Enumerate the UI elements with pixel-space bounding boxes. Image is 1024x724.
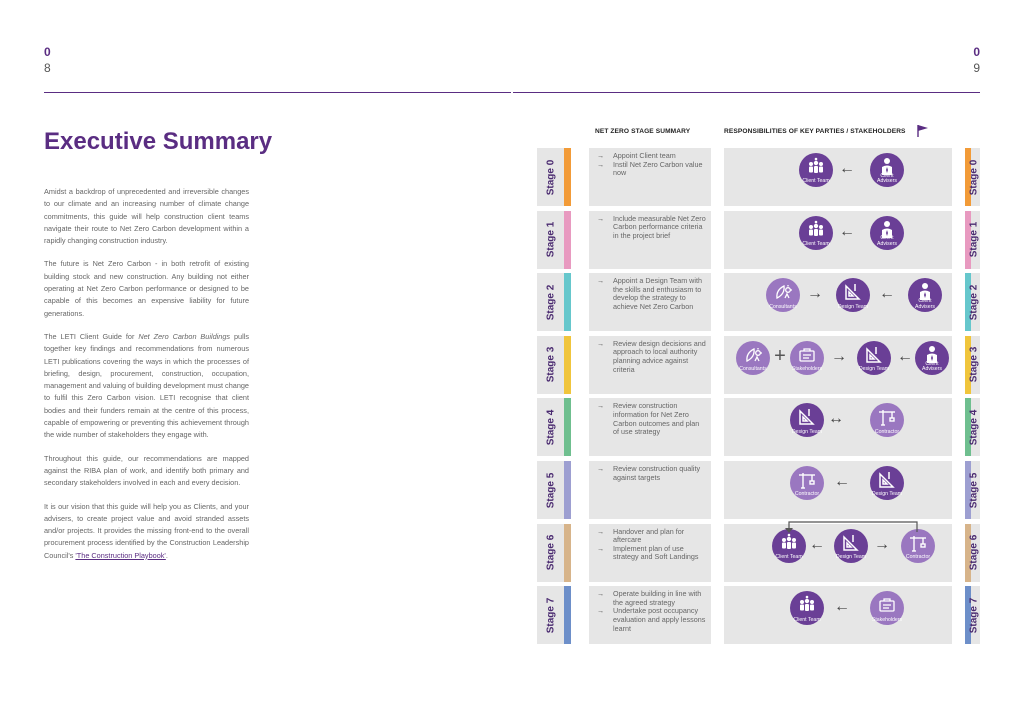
stage-color-tab bbox=[564, 211, 571, 269]
paragraph-5 bbox=[44, 501, 249, 562]
stage-label-text: Stage 7 bbox=[968, 597, 980, 633]
stage-label-left bbox=[537, 398, 564, 456]
summary-column-header: NET ZERO STAGE SUMMARY bbox=[595, 128, 691, 135]
stage-label-text: Stage 0 bbox=[545, 159, 557, 195]
stage-label-text: Stage 3 bbox=[545, 347, 557, 383]
stage-label-text: Stage 5 bbox=[545, 472, 557, 508]
paragraph-3 bbox=[44, 331, 249, 442]
party-name: Consultants bbox=[769, 303, 797, 310]
arrow-right-icon: → bbox=[831, 347, 847, 365]
stage-label-right bbox=[967, 398, 980, 456]
header-rule-right bbox=[513, 92, 980, 93]
stage-summary-panel bbox=[589, 211, 711, 269]
paragraph-3-lead: The LETI Client Guide for bbox=[44, 331, 139, 341]
stage-summary-panel bbox=[589, 586, 711, 644]
stage-label-text: Stage 3 bbox=[968, 347, 980, 383]
paragraph-3-rest: pulls together key findings and recommendations from numerous LETI publications covering the ways in which the processes of briefing, design, procurement, construction, occupation, management and valuing of building development must change to fulfil this Zero Carbon vision. LETI recognise that client bodies and their funders remain at the centre of this process, capable of empowering or preventing this achievement through the wide number of stakeholders they engage with. bbox=[44, 331, 249, 440]
party-badge bbox=[870, 153, 904, 187]
stage-summary-panel bbox=[589, 461, 711, 519]
arrow-left-icon: ← bbox=[897, 347, 913, 365]
stage-summary-list bbox=[589, 211, 711, 241]
stage-row bbox=[537, 211, 980, 269]
paragraph-1: Amidst a backdrop of unprecedented and irreversible changes to our climate and an increasing number of climate change commitments, this guide will help construction client teams navigate their route to Net Zero Carbon development within a rapidly changing construction industry. bbox=[44, 187, 249, 246]
stage-summary-list bbox=[589, 336, 711, 374]
stage-row bbox=[537, 461, 980, 519]
party-name: Design Team bbox=[837, 303, 869, 310]
stage-row bbox=[537, 336, 980, 394]
party-badge bbox=[766, 278, 800, 312]
stage-label-right bbox=[967, 336, 980, 394]
stage-summary-item: → Undertake post occupancy evaluation and apply lessons learnt bbox=[597, 607, 707, 633]
stage-summary-item: → Operate building in line with the agreed strategy bbox=[597, 590, 707, 607]
stage-label-right bbox=[967, 524, 980, 582]
party-name: Client Team bbox=[775, 554, 803, 560]
stage-label-text: Stage 4 bbox=[968, 409, 980, 446]
stage-summary-item: → Appoint Client team bbox=[597, 152, 707, 161]
arrow-left-icon: ← bbox=[839, 160, 855, 177]
responsibilities-column-header: RESPONSIBILITIES OF KEY PARTIES / STAKEHOLDERS bbox=[724, 128, 906, 135]
party-name: Contractor bbox=[905, 554, 931, 560]
party-badge bbox=[790, 341, 824, 375]
page-number-right-bottom: 9 bbox=[973, 61, 980, 75]
stage-summary-list bbox=[589, 461, 711, 482]
plus-icon: + bbox=[774, 344, 786, 367]
page-number-right-top: 0 bbox=[973, 45, 980, 59]
party-name: Stakeholders bbox=[791, 366, 823, 373]
party-badge bbox=[908, 278, 942, 312]
stage-color-tab bbox=[564, 461, 571, 519]
stage-label-left bbox=[537, 461, 564, 519]
party-name: Client Team bbox=[802, 178, 830, 185]
party-badge bbox=[772, 529, 806, 563]
party-badge bbox=[857, 341, 891, 375]
arrow-left-icon: ← bbox=[809, 535, 825, 553]
party-badge bbox=[870, 403, 904, 437]
stage-label-right bbox=[967, 461, 980, 519]
stage-summary-list bbox=[589, 586, 711, 633]
page-number-right bbox=[973, 44, 980, 76]
stage-row bbox=[537, 586, 980, 644]
stage-label-left bbox=[537, 586, 564, 644]
paragraph-5-lead: It is our vision that this guide will help you as Clients, and your advisers, to create project value and avoid stranded assets and/or projects. It provides the missing front-end to the overall procurement process identified by the Construction Leadership Council's bbox=[44, 501, 249, 560]
stage-label-right bbox=[967, 148, 980, 206]
feedback-bracket-icon bbox=[777, 520, 922, 534]
party-name: Contractor bbox=[794, 491, 820, 498]
stage-summary-list bbox=[589, 273, 711, 311]
party-badge bbox=[736, 341, 770, 375]
party-badge bbox=[790, 403, 824, 437]
stage-row bbox=[537, 524, 980, 582]
paragraph-2: The future is Net Zero Carbon - in both retrofit of existing building stock and new construction. Any building not either operating at Net Zero Carbon performance or designed to be capable of this becomes an expensive liability for future generations. bbox=[44, 259, 249, 318]
stage-summary-item: → Review design decisions and approach to local authority planning advice against criteria bbox=[597, 340, 707, 374]
party-name: Client Team bbox=[793, 616, 821, 623]
arrow-right-icon: → bbox=[807, 285, 823, 303]
party-badge bbox=[799, 216, 833, 250]
party-name: Client Advisers bbox=[915, 298, 935, 310]
stage-label-text: Stage 6 bbox=[968, 534, 980, 571]
party-name: Client Advisers bbox=[877, 235, 897, 247]
stage-label-text: Stage 1 bbox=[968, 221, 980, 258]
party-badge bbox=[790, 591, 824, 625]
paragraph-3-emphasis: Net Zero Carbon Buildings bbox=[138, 331, 231, 341]
stage-summary-item: → Handover and plan for aftercare bbox=[597, 528, 707, 545]
stage-summary-panel bbox=[589, 336, 711, 394]
party-badge bbox=[901, 529, 935, 563]
party-badge bbox=[870, 216, 904, 250]
stage-summary-panel bbox=[589, 148, 711, 206]
arrow-left-icon: ← bbox=[879, 285, 895, 303]
header-rule-left bbox=[44, 92, 511, 93]
body-text bbox=[44, 186, 249, 573]
stage-color-tab bbox=[564, 273, 571, 331]
page-number-left-bottom: 8 bbox=[44, 61, 51, 75]
stage-label-text: Stage 6 bbox=[545, 534, 557, 571]
stage-label-text: Stage 0 bbox=[968, 159, 980, 195]
party-name: Client Team bbox=[802, 241, 830, 247]
stage-label-left bbox=[537, 211, 564, 269]
party-name: Design Team bbox=[835, 554, 867, 560]
stage-summary-list bbox=[589, 148, 711, 178]
stage-summary-list bbox=[589, 398, 711, 436]
stage-summary-item: → Include measurable Net Zero Carbon performance criteria in the project brief bbox=[597, 215, 707, 241]
stage-summary-item: → Review construction information for Net Zero Carbon outcomes and plan of use strategy bbox=[597, 402, 707, 436]
stage-color-tab bbox=[564, 586, 571, 644]
paragraph-5-end: . bbox=[165, 550, 168, 560]
stage-label-text: Stage 5 bbox=[968, 472, 980, 508]
stage-label-left bbox=[537, 273, 564, 331]
stage-summary-panel bbox=[589, 398, 711, 456]
stage-summary-item: → Appoint a Design Team with the skills and enthusiasm to develop the strategy to achieve Net Zero Carbon bbox=[597, 277, 707, 311]
party-name: Contractor bbox=[874, 428, 900, 435]
flag-icon bbox=[916, 124, 930, 138]
page-number-left-top: 0 bbox=[44, 45, 51, 59]
party-name: Design Team bbox=[791, 428, 823, 435]
stage-label-left bbox=[537, 148, 564, 206]
arrow-right-icon: → bbox=[874, 535, 890, 553]
stage-summary-item: → Implement plan of use strategy and Soft Landings bbox=[597, 545, 707, 562]
stage-row bbox=[537, 148, 980, 206]
stage-label-text: Stage 2 bbox=[968, 284, 980, 320]
party-badge bbox=[870, 466, 904, 500]
arrow-left-icon: ← bbox=[834, 598, 850, 616]
stage-color-tab bbox=[564, 336, 571, 394]
party-badge bbox=[799, 153, 833, 187]
stage-summary-item: → Review construction quality against targets bbox=[597, 465, 707, 482]
party-badge bbox=[790, 466, 824, 500]
arrow-both-icon: ↔ bbox=[828, 410, 844, 428]
stage-label-text: Stage 7 bbox=[545, 597, 557, 633]
stage-row bbox=[537, 273, 980, 331]
party-name: Design Team bbox=[871, 491, 903, 498]
stage-label-left bbox=[537, 524, 564, 582]
stage-summary-panel bbox=[589, 524, 711, 582]
stage-color-tab bbox=[564, 398, 571, 456]
construction-playbook-link[interactable]: 'The Construction Playbook' bbox=[75, 550, 166, 560]
arrow-left-icon: ← bbox=[834, 473, 850, 490]
stage-summary-panel bbox=[589, 273, 711, 331]
party-name: Consultants bbox=[739, 366, 767, 373]
page-title: Executive Summary bbox=[44, 128, 273, 155]
stage-row bbox=[537, 398, 980, 456]
party-badge bbox=[836, 278, 870, 312]
stage-label-right bbox=[967, 211, 980, 269]
party-badge bbox=[870, 591, 904, 625]
party-name: Design Team bbox=[858, 366, 890, 373]
stage-summary-list bbox=[589, 524, 711, 562]
page-number-left bbox=[44, 44, 51, 76]
party-badge bbox=[915, 341, 949, 375]
stage-label-text: Stage 4 bbox=[545, 409, 557, 446]
stage-label-right bbox=[967, 273, 980, 331]
stage-color-tab bbox=[564, 524, 571, 582]
stage-color-tab bbox=[564, 148, 571, 206]
party-name: Stakeholders bbox=[871, 616, 903, 623]
stage-summary-item: → Instil Net Zero Carbon value now bbox=[597, 161, 707, 178]
stage-label-text: Stage 2 bbox=[545, 284, 557, 320]
stage-label-left bbox=[537, 336, 564, 394]
party-name: Client Advisers bbox=[877, 172, 897, 185]
party-badge bbox=[834, 529, 868, 563]
party-name: Client Advisers bbox=[922, 360, 942, 373]
arrow-left-icon: ← bbox=[839, 222, 855, 240]
paragraph-4: Throughout this guide, our recommendations are mapped against the RIBA plan of work, and identify both primary and secondary stakeholders involved in each and every decision. bbox=[44, 453, 249, 488]
stage-label-right bbox=[967, 586, 980, 644]
stage-label-text: Stage 1 bbox=[545, 221, 557, 258]
